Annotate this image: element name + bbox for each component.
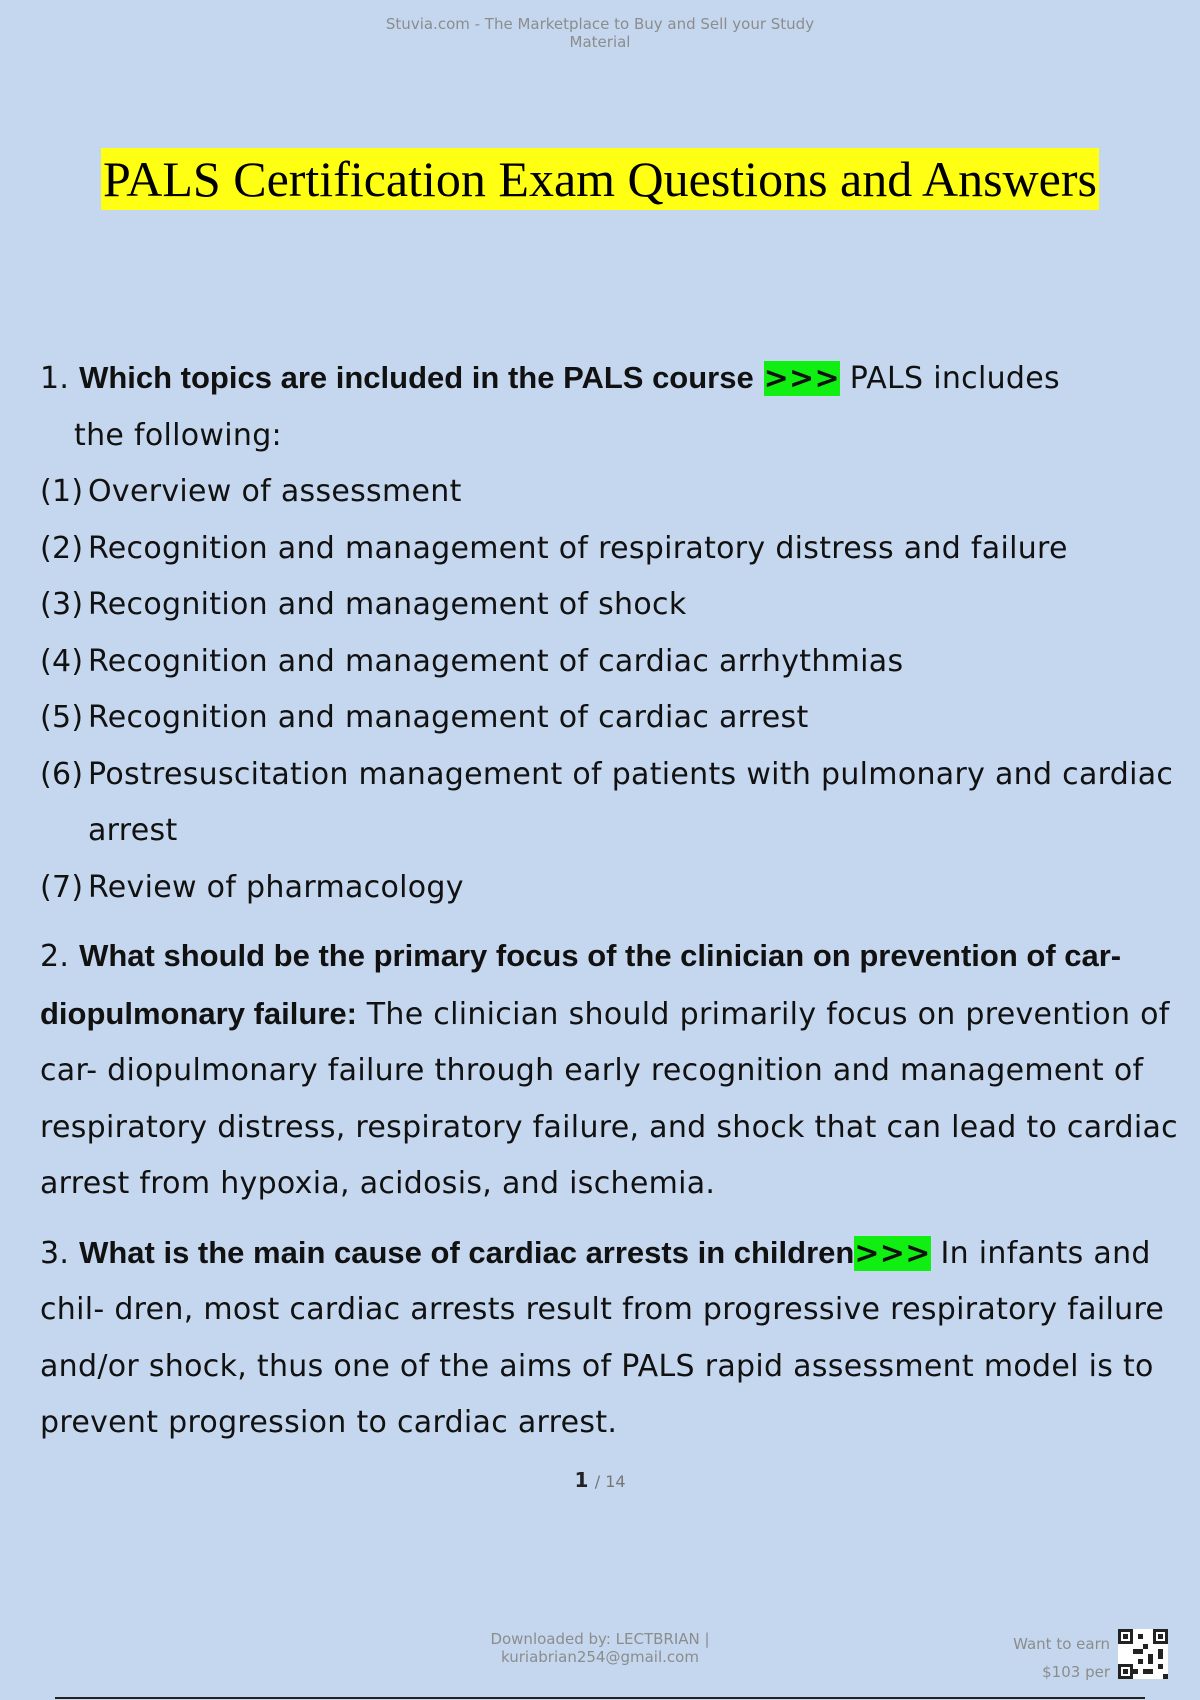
earn-promo[interactable] (960, 1630, 1110, 1686)
question-2 (40, 928, 1190, 1213)
page-number (0, 1468, 1200, 1492)
stuvia-header-note (0, 15, 1200, 51)
earn-line-2: $103 per (1042, 1663, 1110, 1681)
topic-list-item (40, 860, 1190, 917)
topic-list-item (40, 690, 1190, 747)
topic-list-item (40, 464, 1190, 521)
header-line-1: Stuvia.com - The Marketplace to Buy and Sell your Study (385, 15, 815, 33)
question-3-answer: In infants and chil- dren, most cardiac arrests result from progressive respiratory failure and/or shock, thus one of the aims of PALS rapid assessment model is to prevent progression to cardiac arrest. (40, 1235, 1165, 1440)
topic-list-item (40, 521, 1190, 578)
download-info (450, 1630, 750, 1666)
question-2-number: 2. (40, 939, 70, 974)
topic-list-item (40, 634, 1190, 691)
topic-number: (4) (40, 643, 84, 679)
title-wrap (0, 148, 1200, 210)
topic-number: (2) (40, 530, 84, 566)
topic-text: Overview of assessment (88, 474, 462, 509)
question-1-text: Which topics are included in the PALS course (79, 360, 754, 395)
topic-list-item (40, 577, 1190, 634)
question-3 (40, 1225, 1190, 1452)
spacer (40, 1213, 1190, 1225)
topic-number: (7) (40, 869, 84, 905)
topic-number: (1) (40, 474, 84, 509)
question-3-number: 3. (40, 1235, 70, 1271)
topic-text: Recognition and management of cardiac arrest (88, 700, 809, 735)
header-line-2: Material (569, 33, 631, 51)
question-3-text: What is the main cause of cardiac arrests in children (79, 1234, 855, 1270)
question-1-answer-intro: PALS includes (849, 361, 1060, 396)
question-2-answer: The clinician should primarily focus on prevention of car- diopulmonary failure through early recognition and management of respiratory distress, respiratory failure, and shock that can lead to cardiac arrest from hypoxia, acidosis, and ischemia. (40, 996, 1178, 1201)
topic-number: (3) (40, 587, 84, 622)
topic-text: Recognition and management of shock (88, 587, 687, 622)
question-1-topic-list (40, 464, 1190, 916)
topic-text: Review of pharmacology (88, 869, 464, 905)
page-current: 1 (574, 1468, 589, 1492)
earn-line-1: Want to earn (1013, 1635, 1110, 1653)
document-title: PALS Certification Exam Questions and Answers (101, 148, 1099, 210)
topic-list-item (40, 747, 1190, 860)
topic-text: Recognition and management of respiratory distress and failure (88, 530, 1068, 566)
spacer (40, 916, 1190, 928)
topic-number: (6) (40, 756, 84, 792)
bottom-divider (55, 1697, 1145, 1699)
question-3-marker: >>> (854, 1235, 931, 1271)
qr-code-icon[interactable] (1118, 1628, 1168, 1680)
topic-number: (5) (40, 700, 84, 735)
page-total: / 14 (594, 1472, 626, 1491)
question-1 (40, 350, 1190, 408)
download-line-2: kuriabrian254@gmail.com (501, 1648, 699, 1666)
topic-text: Postresuscitation management of patients with pulmonary and cardiac arrest (88, 756, 1174, 848)
question-1-number: 1. (40, 361, 70, 396)
question-2-text: What should be the primary focus of the clinician on prevention of car- diopulmonary failure: (40, 938, 1122, 1031)
question-1-marker: >>> (763, 361, 840, 396)
question-1-answer-continued: the following: (74, 417, 282, 453)
topic-text: Recognition and management of cardiac arrhythmias (88, 643, 904, 679)
download-line-1: Downloaded by: LECTBRIAN | (490, 1630, 710, 1648)
document-body (40, 350, 1190, 1452)
